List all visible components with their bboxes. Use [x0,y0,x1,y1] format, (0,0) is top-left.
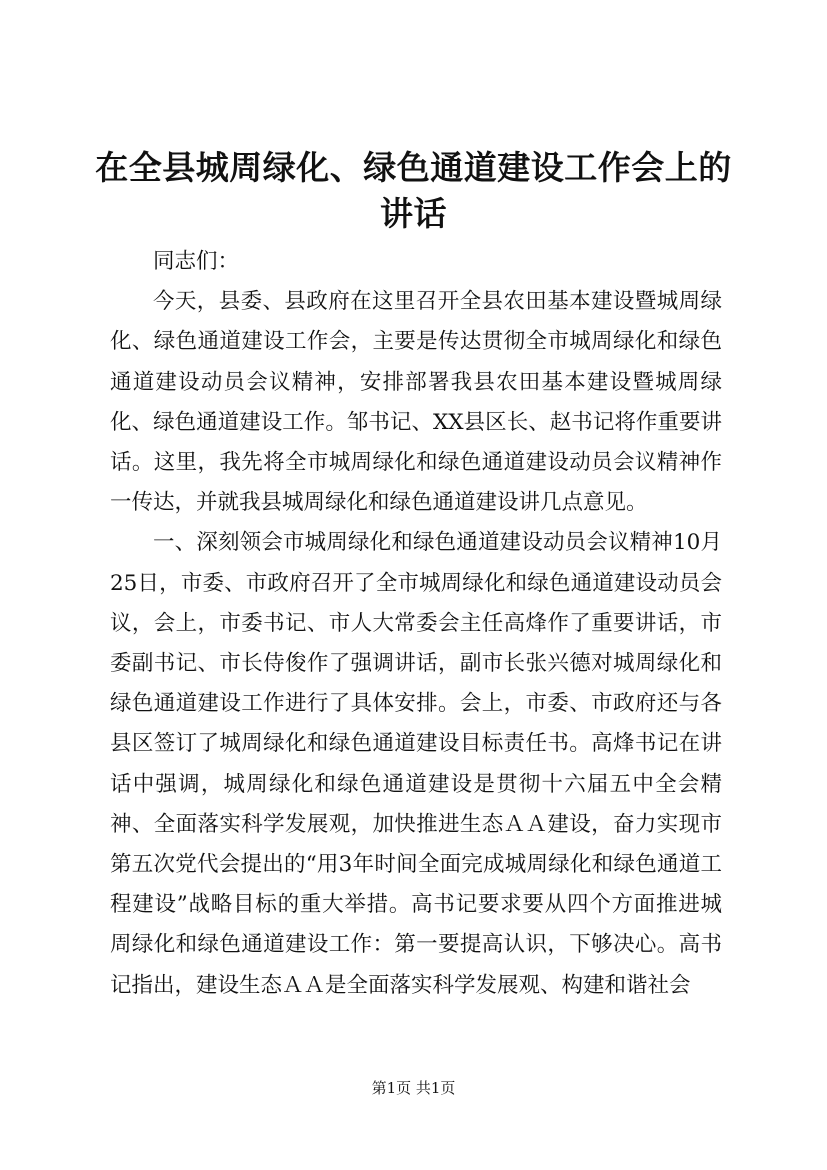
paragraph-1: 今天，县委、县政府在这里召开全县农田基本建设暨城周绿化、绿色通道建设工作会，主要是传达贯彻全市城周绿化和绿色通道建设动员会议精神，安排部署我县农田基本建设暨城周绿化、绿色通道建设工作。邹书记、XX县区长、赵书记将作重要讲话。这里，我先将全市城周绿化和绿色通道建设动员会议精神作一传达，并就我县城周绿化和绿色通道建设讲几点意见。 [110,289,722,516]
document-title: 在全县城周绿化、绿色通道建设工作会上的讲话 [95,148,732,233]
document-body [110,242,722,1006]
paragraph-2: 一、深刻领会市城周绿化和绿色通道建设动员会议精神10月25日，市委、市政府召开了全市城周绿化和绿色通道建设动员会议，会上，市委书记、市人大常委会主任高烽作了重要讲话，市委副书记、市长侍俊作了强调讲话，副市长张兴德对城周绿化和绿色通道建设工作进行了具体安排。会上，市委、市政府还与各县区签订了城周绿化和绿色通道建设目标责任书。高烽书记在讲话中强调，城周绿化和绿色通道建设是贯彻十六届五中全会精神、全面落实科学发展观，加快推进生态ＡＡ建设，奋力实现市第五次党代会提出的“用3年时间全面完成城周绿化和绿色通道工程建设”战略目标的重大举措。高书记要求要从四个方面推进城周绿化和绿色通道建设工作：第一要提高认识，下够决心。高书记指出，建设生态ＡＡ是全面落实科学发展观、构建和谐社会 [110,530,722,998]
salutation: 同志们： [153,249,240,274]
page-footer: 第1页 共1页 [371,1079,456,1097]
